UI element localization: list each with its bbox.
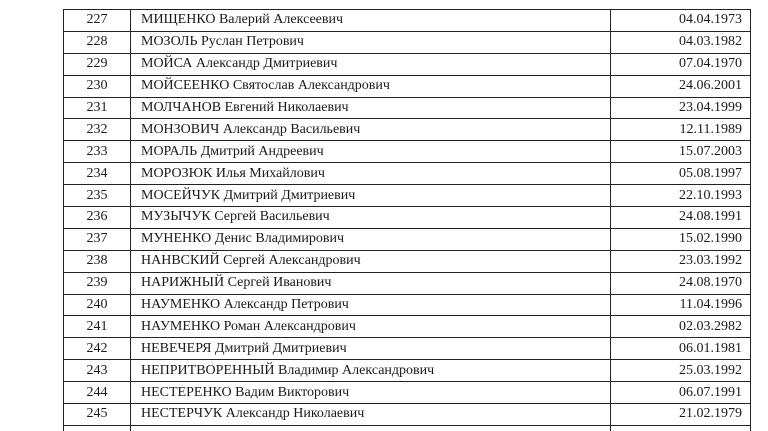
person-name: МУЗЫЧУК Сергей Васильевич xyxy=(131,207,611,229)
table-row xyxy=(64,382,751,404)
table-row xyxy=(64,141,751,163)
row-number: 245 xyxy=(64,404,131,426)
birth-date: 25.03.1992 xyxy=(611,360,751,382)
birth-date: 04.04.1973 xyxy=(611,10,751,32)
person-name: МИЩЕНКО Валерий Алексеевич xyxy=(131,10,611,32)
row-number: 241 xyxy=(64,316,131,338)
table-row xyxy=(64,31,751,53)
table-row xyxy=(64,228,751,250)
birth-date: 21.02.1979 xyxy=(611,404,751,426)
birth-date: 15.02.1990 xyxy=(611,228,751,250)
person-name: НЕСТЕРЧУК Александр Николаевич xyxy=(131,404,611,426)
person-name: МОЛЧАНОВ Евгений Николаевич xyxy=(131,97,611,119)
table-row xyxy=(64,250,751,272)
row-number: 242 xyxy=(64,338,131,360)
row-number: 236 xyxy=(64,207,131,229)
row-number: 233 xyxy=(64,141,131,163)
person-name: НЕВЕЧЕРЯ Дмитрий Дмитриевич xyxy=(131,338,611,360)
birth-date: 04.03.1982 xyxy=(611,31,751,53)
table-row xyxy=(64,185,751,207)
table-row xyxy=(64,97,751,119)
birth-date: 06.07.1991 xyxy=(611,382,751,404)
row-number: 232 xyxy=(64,119,131,141)
empty-cell xyxy=(611,425,751,431)
birth-date: 24.08.1991 xyxy=(611,207,751,229)
table-row xyxy=(64,75,751,97)
empty-cell xyxy=(131,425,611,431)
person-name: МУНЕНКО Денис Владимирович xyxy=(131,228,611,250)
empty-cell xyxy=(64,425,131,431)
birth-date: 15.07.2003 xyxy=(611,141,751,163)
person-name: МОЗОЛЬ Руслан Петрович xyxy=(131,31,611,53)
birth-date: 11.04.1996 xyxy=(611,294,751,316)
birth-date: 23.03.1992 xyxy=(611,250,751,272)
row-number: 229 xyxy=(64,53,131,75)
row-number: 243 xyxy=(64,360,131,382)
table-row-partial xyxy=(64,425,751,431)
birth-date: 06.01.1981 xyxy=(611,338,751,360)
row-number: 238 xyxy=(64,250,131,272)
person-name: МОСЕЙЧУК Дмитрий Дмитриевич xyxy=(131,185,611,207)
row-number: 227 xyxy=(64,10,131,32)
row-number: 231 xyxy=(64,97,131,119)
person-name: МОРОЗЮК Илья Михайлович xyxy=(131,163,611,185)
row-number: 234 xyxy=(64,163,131,185)
table-row xyxy=(64,404,751,426)
person-name: НАУМЕНКО Роман Александрович xyxy=(131,316,611,338)
row-number: 235 xyxy=(64,185,131,207)
birth-date: 02.03.2982 xyxy=(611,316,751,338)
person-name: МОНЗОВИЧ Александр Васильевич xyxy=(131,119,611,141)
table-row xyxy=(64,338,751,360)
table-row xyxy=(64,163,751,185)
table-row xyxy=(64,207,751,229)
roster-body xyxy=(64,10,751,431)
person-name: МОЙСЕЕНКО Святослав Александрович xyxy=(131,75,611,97)
row-number: 230 xyxy=(64,75,131,97)
person-name: МОРАЛЬ Дмитрий Андреевич xyxy=(131,141,611,163)
roster-table xyxy=(63,9,751,431)
table-row xyxy=(64,360,751,382)
row-number: 244 xyxy=(64,382,131,404)
birth-date: 24.08.1970 xyxy=(611,272,751,294)
table-row xyxy=(64,119,751,141)
table-row xyxy=(64,10,751,32)
person-name: НАНВСКИЙ Сергей Александрович xyxy=(131,250,611,272)
table-row xyxy=(64,272,751,294)
person-name: НАУМЕНКО Александр Петрович xyxy=(131,294,611,316)
person-name: НЕСТЕРЕНКО Вадим Викторович xyxy=(131,382,611,404)
birth-date: 05.08.1997 xyxy=(611,163,751,185)
person-name: МОЙСА Александр Дмитриевич xyxy=(131,53,611,75)
birth-date: 12.11.1989 xyxy=(611,119,751,141)
person-name: НЕПРИТВОРЕННЫЙ Владимир Александрович xyxy=(131,360,611,382)
table-row xyxy=(64,294,751,316)
table-row xyxy=(64,53,751,75)
birth-date: 23.04.1999 xyxy=(611,97,751,119)
row-number: 237 xyxy=(64,228,131,250)
birth-date: 24.06.2001 xyxy=(611,75,751,97)
row-number: 239 xyxy=(64,272,131,294)
person-name: НАРИЖНЫЙ Сергей Иванович xyxy=(131,272,611,294)
birth-date: 07.04.1970 xyxy=(611,53,751,75)
row-number: 240 xyxy=(64,294,131,316)
birth-date: 22.10.1993 xyxy=(611,185,751,207)
row-number: 228 xyxy=(64,31,131,53)
table-row xyxy=(64,316,751,338)
